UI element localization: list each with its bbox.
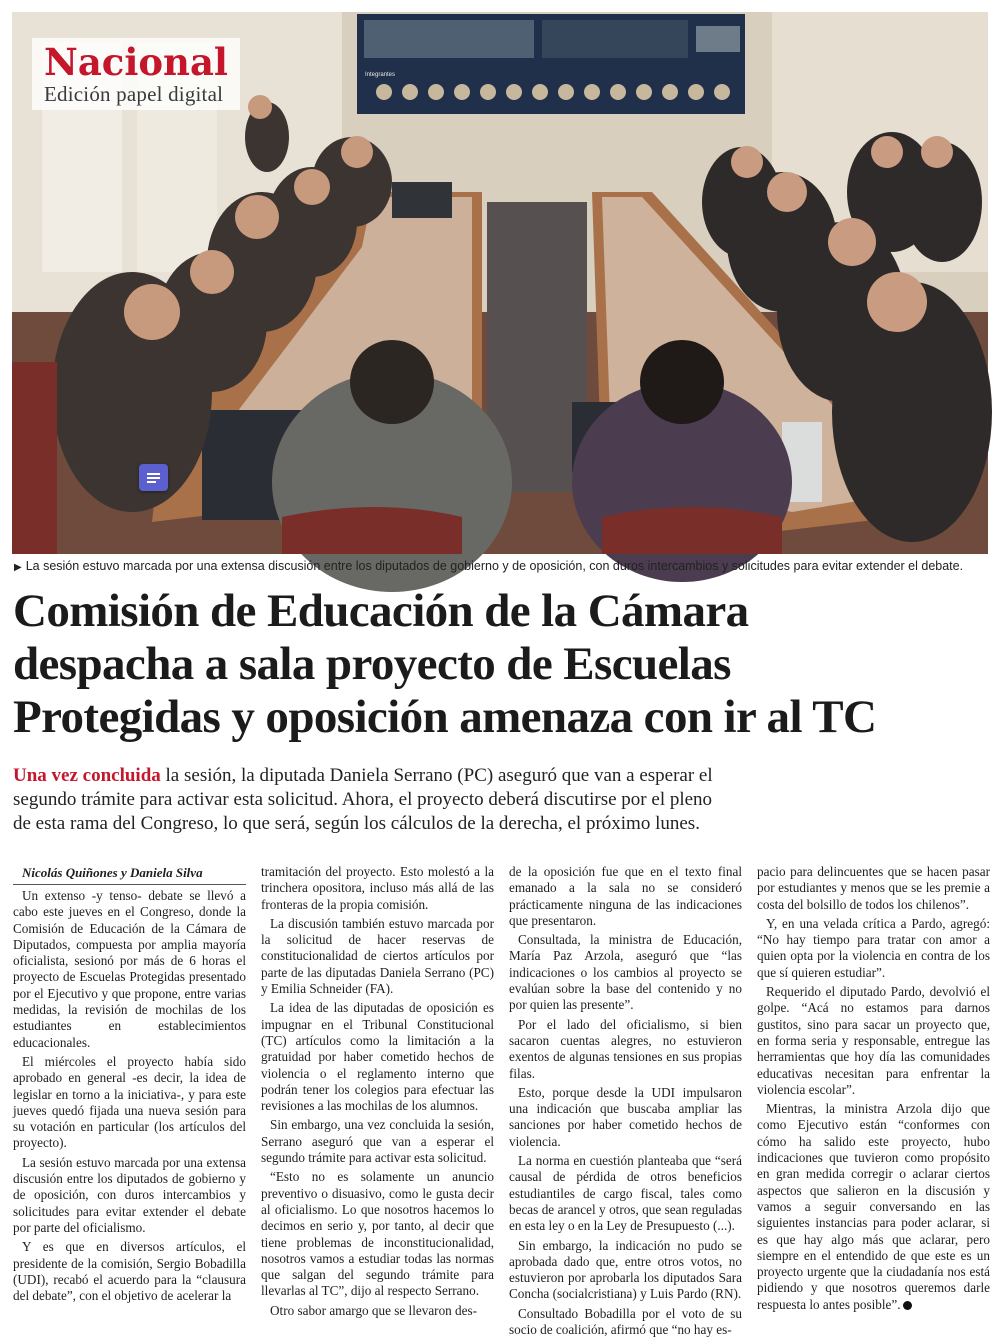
paragraph: Y, en una velada crítica a Pardo, agregó: “No hay tiempo para tratar con amor a quien opta por la violencia en contra de los que sí quieren estudiar”. [757, 915, 990, 980]
paragraph: La discusión también estuvo marcada por la solicitud de hacer reservas de constitucionalidad de ciertos artículos por parte de las diputadas Daniela Serrano (PC) y Emilia Schneider (FA). [261, 915, 494, 997]
column-1 [13, 864, 246, 1304]
caption-text: La sesión estuvo marcada por una extensa discusión entre los diputados de gobierno y de oposición, con duros intercambios y solicitudes para evitar extender el debate. [25, 559, 964, 573]
paragraph: La norma en cuestión planteaba que “será causal de pérdida de otros beneficios estudiantiles de cargo fiscal, tales como becas de arancel y otros, que sean reguladas en esta ley o en la Ley de Presupuesto (...). [509, 1153, 742, 1234]
paragraph: pacio para delincuentes que se hacen pasar por estudiantes y menos que se les premie a costa del bolsillo de todos los chilenos”. [757, 864, 990, 912]
headline-line: despacha a sala proyecto de Escuelas [13, 638, 731, 690]
paragraph: tramitación del proyecto. Esto molestó a la trinchera opositora, incluso más allá de las fronteras de la propia comisión. [261, 864, 494, 912]
column-2 [261, 864, 494, 1318]
article-photo [12, 12, 988, 554]
column-3 [509, 864, 742, 1338]
paragraph: Sin embargo, la indicación no pudo se aprobada dado que, entre otros votos, no estuvieron por aprobarla los diputados Sara Concha (socialcristiana) y Luis Pardo (RN). [509, 1237, 742, 1302]
lead-text: la sesión, la diputada Daniela Serrano (PC) aseguró que van a esperar el segundo trámite para activar esta solicitud. Ahora, el proyecto deberá discutirse por el pleno de esta rama del Congreso, lo que será, según los cálculos de la derecha, el próximo lunes. [13, 765, 713, 834]
edition-label: Edición papel digital [44, 82, 224, 106]
paragraph: El miércoles el proyecto había sido aprobado en general -es decir, la idea de legislar en torno a la iniciativa-, y para este jueves quedó fijada una nueva sesión para su votación en particular (los artículos del proyecto). [13, 1053, 246, 1151]
paragraph [757, 1101, 990, 1313]
paragraph: Por el lado del oficialismo, si bien sacaron cuentas alegres, no estuvieron exentos de algunas tensiones en sus propias filas. [509, 1016, 742, 1081]
paragraph: Sin embargo, una vez concluida la sesión, Serrano aseguró que van a esperar el segundo trámite para activar esta solicitud. [261, 1117, 494, 1166]
lead-kicker: Una vez concluida [13, 765, 161, 786]
end-mark-icon [903, 1301, 912, 1310]
paragraph: Y es que en diversos artículos, el presidente de la comisión, Sergio Bobadilla (UDI), recabó el acuerdo para la “clausura del debate”, con el objetivo de acelerar la [13, 1239, 246, 1304]
lead-paragraph [13, 764, 733, 836]
paragraph: Consultada, la ministra de Educación, María Paz Arzola, aseguró que “las indicaciones o los cambios al proyecto se evalúan sobre la base del contenido y no por quien las presente”. [509, 932, 742, 1013]
paragraph: Consultado Bobadilla por el voto de su socio de coalición, afirmó que “no hay es- [509, 1305, 742, 1338]
column-4 [757, 864, 990, 1312]
headline-line: Comisión de Educación de la Cámara [13, 585, 749, 637]
headline-line: Protegidas y oposición amenaza con ir al TC [13, 691, 877, 743]
paragraph: Otro sabor amargo que se llevaron des- [270, 1302, 478, 1318]
paragraph: La idea de las diputadas de oposición es impugnar en el Tribunal Constitucional (TC) artículos como la limitación a la gratuidad por haber cometido hechos de violencia o el reglamento interno que podrán tener los colegios para efectuar las revisiones a las mochilas de los alumnos. [261, 1000, 494, 1114]
paragraph: Requerido el diputado Pardo, devolvió el golpe. “Acá no estamos para darnos gustitos, sino para sacar un proyecto que, en forma seria y responsable, entregue las herramientas que hoy día las comunidades educativas necesitan para enfrentar la violencia escolar”. [757, 984, 990, 1097]
caption-arrow-icon: ▶ [14, 562, 22, 573]
document-icon[interactable] [139, 464, 168, 491]
paragraph: de la oposición fue que en el texto final emanado a la sala no se consideró prácticamente ninguna de las indicaciones que presentaron. [509, 864, 742, 928]
paragraph-text: Mientras, la ministra Arzola dijo que como Ejecutivo están “conformes con cómo ha salido este proyecto, hubo indicaciones que tuvieron como propósito en gran medida corregir o aclarar ciertos aspectos que salieron en la discusión y vamos a seguir conversando en las siguientes instancias para poder aclarar, si es que hay algo más que aclarar, pero siempre en el entendido de que este es un proyecto urgente que la ciudadanía nos está pidiendo y que nosotros queremos darle respuesta lo antes posible”. [757, 1101, 990, 1312]
paragraph: Esto, porque desde la UDI impulsaron una indicación que buscaba ampliar las sanciones por haber cometido hechos de violencia. [509, 1084, 742, 1149]
paragraph: “Esto no es solamente un anuncio preventivo o disuasivo, como le gusta decir al oficialismo. Lo que nosotros hacemos lo decimos en serio y, por tanto, al decir que tiene problemas de inconstitucionalidad, nosotros vamos a estudiar todas las normas que salgan del segundo trámite para llevarlas al TC”, dijo al respecto Serrano. [261, 1169, 494, 1299]
headline [13, 585, 993, 744]
photo-caption [14, 558, 990, 576]
byline: Nicolás Quiñones y Daniela Silva [13, 864, 246, 885]
article-body [13, 864, 990, 1338]
paragraph: Un extenso -y tenso- debate se llevó a cabo este jueves en el Congreso, donde la Comisión de Educación de la Cámara de Diputados, compuesta por amplia mayoría oficialista, sesionó por más de 6 horas el proyecto de Escuelas Protegidas presentado por el Ejecutivo y que propone, entre varias medidas, la revisión de mochilas de los estudiantes en establecimientos educacionales. [13, 888, 246, 1050]
screen-label: Integrantes [365, 72, 396, 78]
masthead [32, 38, 240, 110]
paragraph: La sesión estuvo marcada por una extensa discusión entre los diputados de gobierno y de oposición, con duros intercambios y solicitudes para evitar extender el debate por parte del oficialismo. [13, 1154, 246, 1235]
section-title: Nacional [44, 40, 228, 84]
